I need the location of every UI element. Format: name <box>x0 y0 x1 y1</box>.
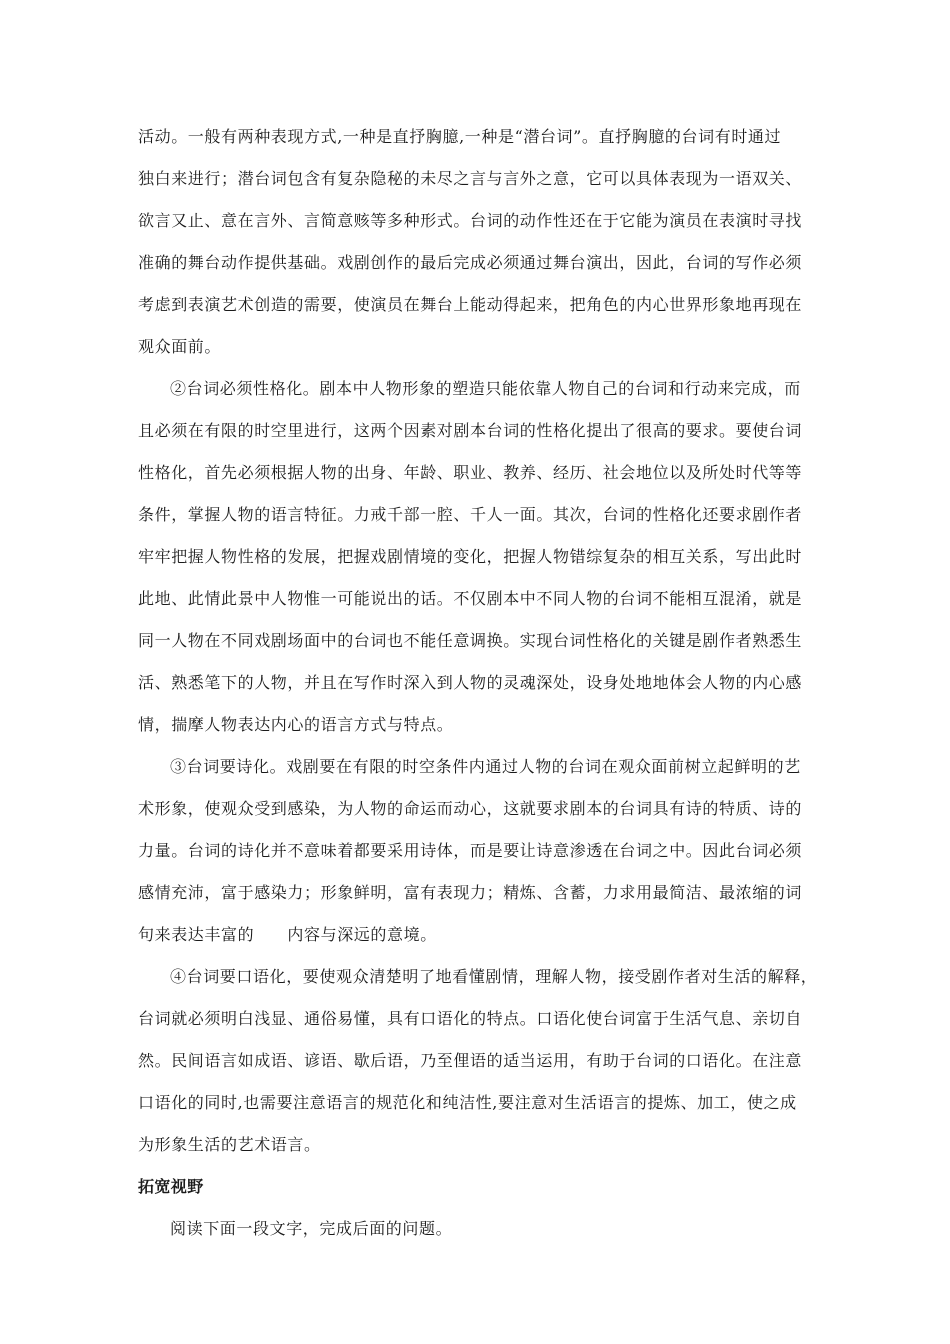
paragraph-line: 且必须在有限的时空里进行，这两个因素对剧本台词的性格化提出了很高的要求。要使台词 <box>138 421 803 440</box>
paragraph-line: 活、熟悉笔下的人物，并且在写作时深入到人物的灵魂深处，设身处地地体会人物的内心感 <box>138 673 803 692</box>
paragraph-line: 情，揣摩人物表达内心的语言方式与特点。 <box>138 715 454 734</box>
paragraph-line: 牢牢把握人物性格的发展，把握戏剧情境的变化，把握人物错综复杂的相互关系，写出此时 <box>138 547 803 566</box>
paragraph-line: ②台词必须性格化。剧本中人物形象的塑造只能依靠人物自己的台词和行动来完成，而 <box>170 379 801 398</box>
paragraph-line: 活动。一般有两种表现方式,一种是直抒胸臆,一种是“潜台词”。直抒胸臆的台词有时通过 <box>138 127 782 146</box>
paragraph-line: ③台词要诗化。戏剧要在有限的时空条件内通过人物的台词在观众面前树立起鲜明的艺 <box>170 757 801 776</box>
paragraph-line: 条件，掌握人物的语言特征。力戒千部一腔、千人一面。其次，台词的性格化还要求剧作者 <box>138 505 803 524</box>
paragraph-line: 为形象生活的艺术语言。 <box>138 1135 321 1154</box>
paragraph-line: 术形象，使观众受到感染，为人物的命运而动心，这就要求剧本的台词具有诗的特质、诗的 <box>138 799 803 818</box>
paragraph-line: 台词就必须明白浅显、通俗易懂，具有口语化的特点。口语化使台词富于生活气息、亲切自 <box>138 1009 803 1028</box>
paragraph-line: ④台词要口语化，要使观众清楚明了地看懂剧情，理解人物，接受剧作者对生活的解释， <box>170 967 818 986</box>
section-heading: 拓宽视野 <box>138 1177 204 1196</box>
paragraph-line: 考虑到表演艺术创造的需要，使演员在舞台上能动得起来，把角色的内心世界形象地再现在 <box>138 295 803 314</box>
paragraph-line: 性格化，首先必须根据人物的出身、年龄、职业、教养、经历、社会地位以及所处时代等等 <box>138 463 803 482</box>
paragraph-line: 口语化的同时,也需要注意语言的规范化和纯洁性,要注意对生活语言的提炼、加工，使之成 <box>138 1093 797 1112</box>
paragraph-line: 欲言又止、意在言外、言简意赅等多种形式。台词的动作性还在于它能为演员在表演时寻找 <box>138 211 803 230</box>
paragraph-line: 力量。台词的诗化并不意味着都要采用诗体，而是要让诗意渗透在台词之中。因此台词必须 <box>138 841 803 860</box>
paragraph-line: 此地、此情此景中人物惟一可能说出的话。不仅剧本中不同人物的台词不能相互混淆，就是 <box>138 589 803 608</box>
paragraph-line: 观众面前。 <box>138 337 222 356</box>
paragraph-line: 准确的舞台动作提供基础。戏剧创作的最后完成必须通过舞台演出，因此，台词的写作必须 <box>138 253 803 272</box>
paragraph-line: 感情充沛，富于感染力；形象鲜明，富有表现力；精炼、含蓄，力求用最简洁、最浓缩的词 <box>138 883 803 902</box>
paragraph-line: 然。民间语言如成语、谚语、歇后语，乃至俚语的适当运用，有助于台词的口语化。在注意 <box>138 1051 803 1070</box>
instruction-text: 阅读下面一段文字，完成后面的问题。 <box>170 1219 453 1238</box>
paragraph-line: 独白来进行；潜台词包含有复杂隐秘的未尽之言与言外之意，它可以具体表现为一语双关、 <box>138 169 803 188</box>
paragraph-line: 同一人物在不同戏剧场面中的台词也不能任意调换。实现台词性格化的关键是剧作者熟悉生 <box>138 631 803 650</box>
paragraph-line: 句来表达丰富的 内容与深远的意境。 <box>138 925 437 944</box>
